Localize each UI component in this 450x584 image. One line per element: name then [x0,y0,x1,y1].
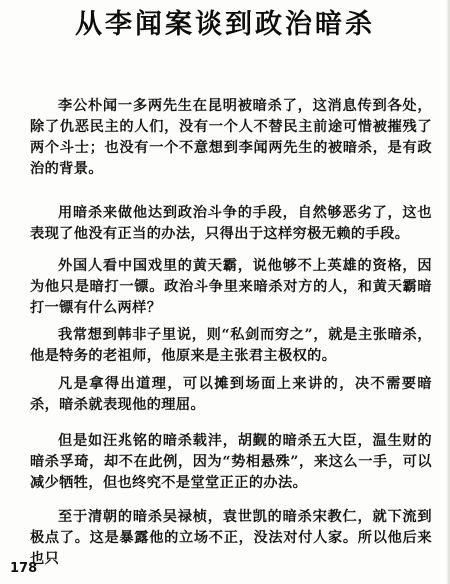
paragraph: 我常想到韩非子里说，则“私剑而穷之”，就是主张暗杀，他是特务的老祖师，他原来是主张君主极权的。 [30,327,432,364]
paragraph: 但是如汪兆铭的暗杀载沣，胡觐的暗杀五大臣，温生财的暗杀孚琦，却不在此例，因为“势相悬殊”，来这么一手，可以减少牺牲，但也终究不是堂堂正正的办法。 [30,433,432,491]
page-number: 178 [10,561,38,576]
paragraph: 凡是拿得出道理，可以摊到场面上来讲的，决不需要暗杀，暗杀就表现他的理屈。 [30,376,432,413]
paragraph: 至于清朝的暗杀吴禄桢，袁世凯的暗杀宋教仁，就下流到极点了。这是暴露他的立场不正，没法对付人家。所以他后来也只 [30,509,432,567]
page-edge [446,0,450,584]
paragraph: 外国人看中国戏里的黄天霸，说他够不上英雄的资格，因为他只是暗打一镖。政治斗争里来暗杀对方的人，和黄天霸暗打一镖有什么两样？ [30,258,432,316]
paragraph: 李公朴闻一多两先生在昆明被暗杀了，这消息传到各处，除了仇恶民主的人们，没有一个人不替民主前途可惜被摧残了两个斗士；也没有一个不意想到李闻两先生的被暗杀，是有政治的背景。 [30,98,432,177]
paragraph: 用暗杀来做他达到政治斗争的手段，自然够恶劣了，这也表现了他没有正当的办法，只得出于这样穷极无赖的手段。 [30,205,432,242]
page-title: 从李闻案谈到政治暗杀 [75,9,375,40]
